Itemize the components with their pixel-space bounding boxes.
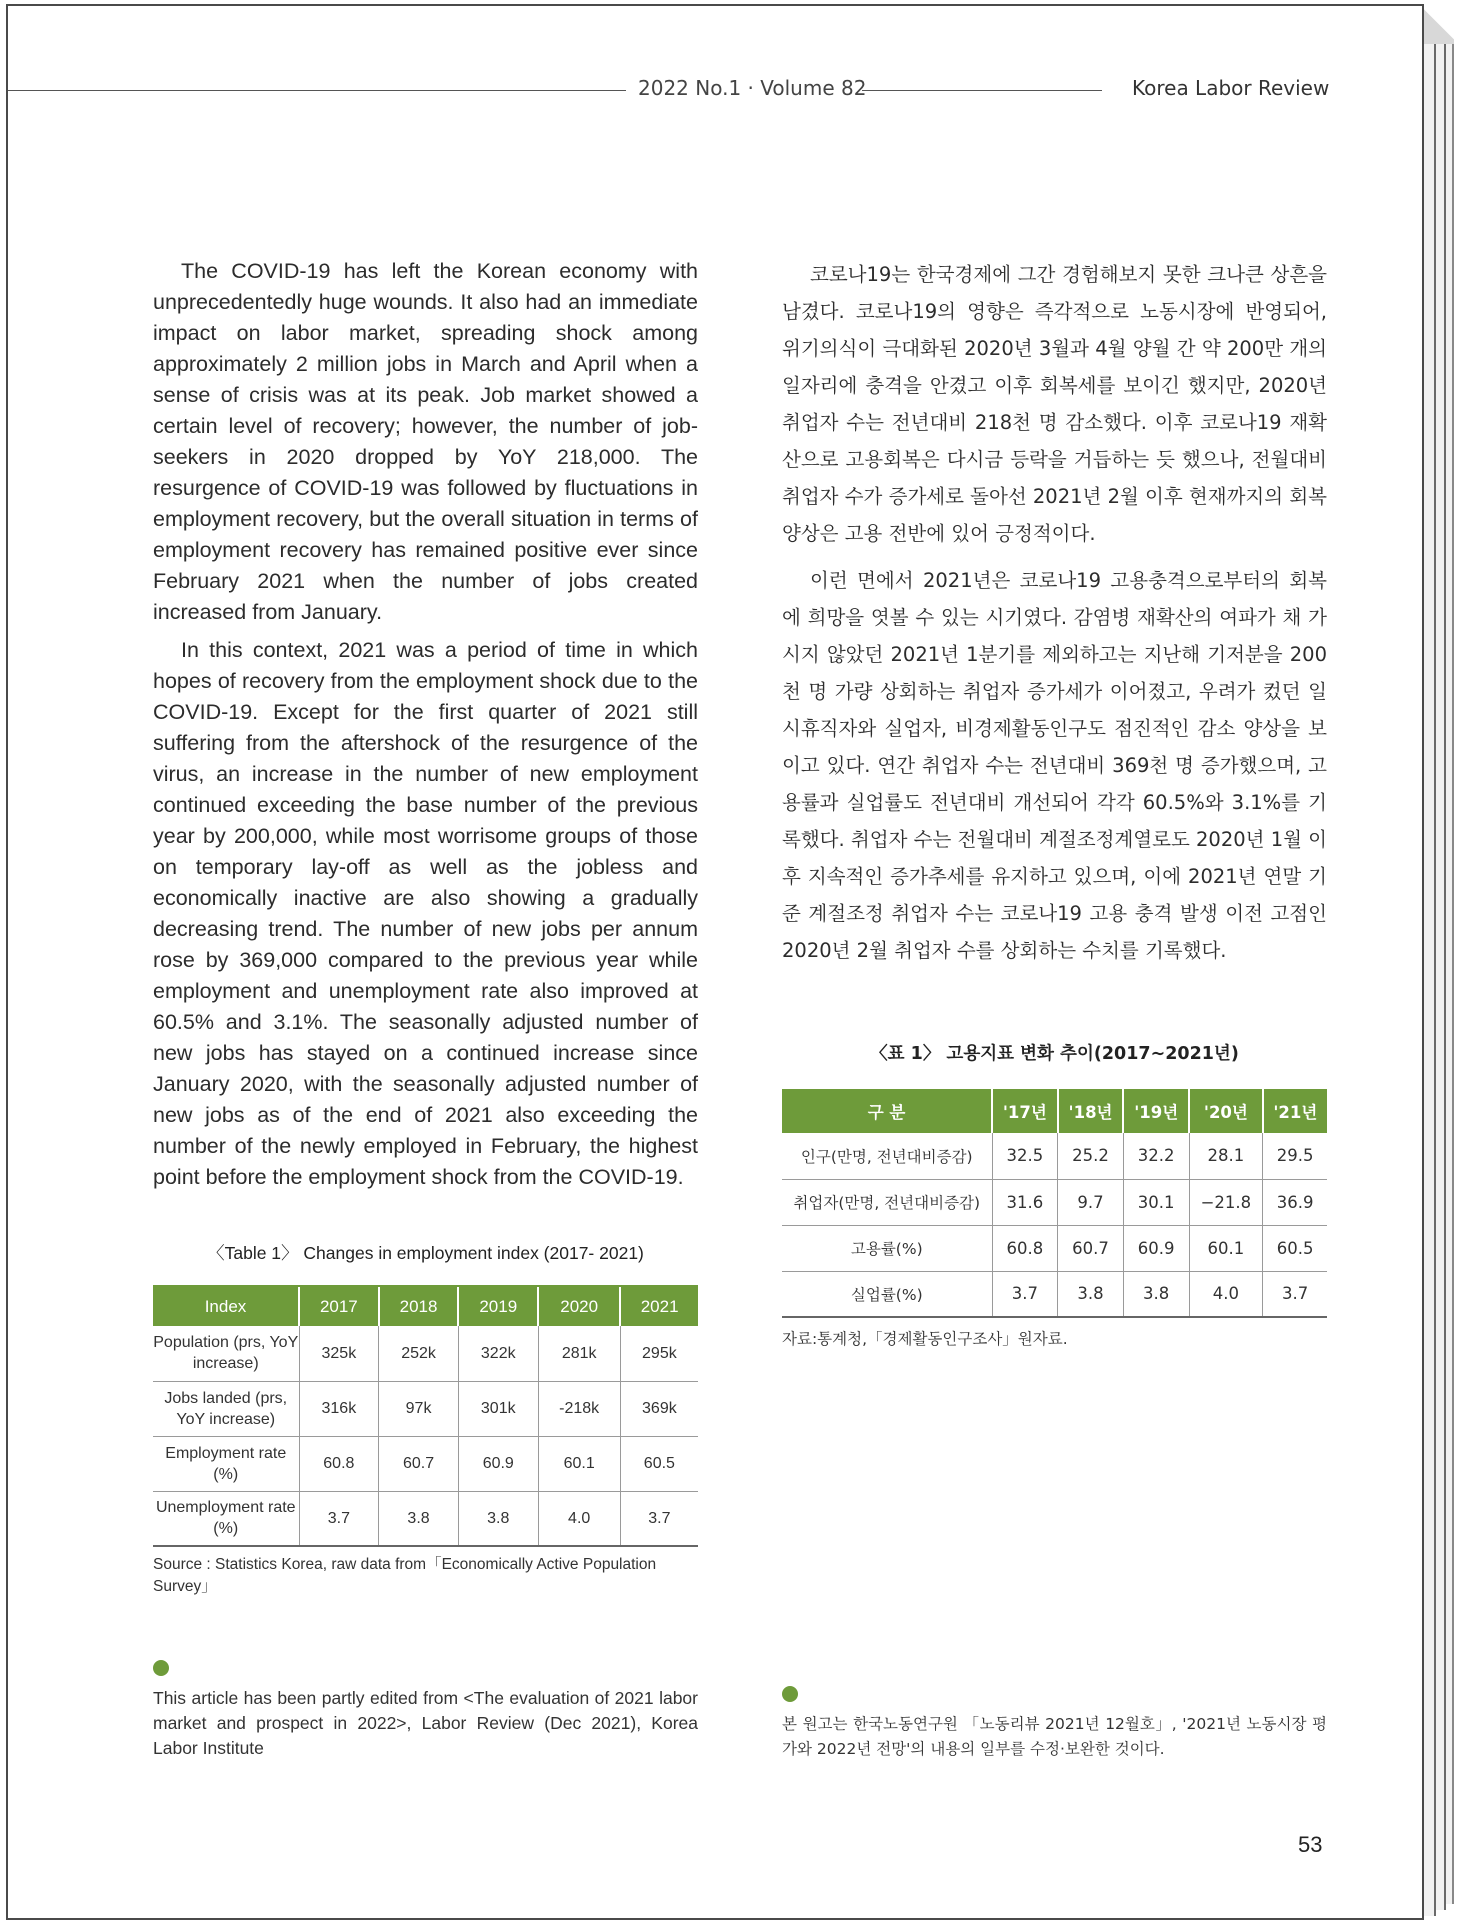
table-cell: 60.9 [1123,1225,1189,1271]
table-header-cell: '19년 [1123,1089,1189,1133]
table-cell: 369k [620,1381,698,1436]
table-cell: 28.1 [1189,1133,1263,1179]
footnote-korean: 본 원고는 한국노동연구원 「노동리뷰 2021년 12월호」, '2021년 노동시장 평가와 2022년 전망'의 내용의 일부를 수정·보완한 것이다. [782,1715,1327,1758]
page-stack-edge [1424,14,1436,1916]
page-stack-edge [1446,34,1454,1904]
table-row [782,1225,1327,1271]
table-header-cell: '20년 [1189,1089,1263,1133]
table-header-cell: 2020 [538,1286,620,1326]
table-cell: 295k [620,1326,698,1381]
table-source-korean: 자료:통계청,「경제활동인구조사」원자료. [782,1330,1068,1348]
table-cell: 322k [458,1326,538,1381]
table-row [153,1326,698,1381]
table-cell: 60.7 [379,1436,459,1491]
table-row [153,1381,698,1436]
table-row [153,1436,698,1491]
row-label: Jobs landed (prs, YoY increase) [153,1381,299,1436]
row-label: 고용률(%) [782,1225,992,1271]
table-cell: 60.1 [538,1436,620,1491]
table-header-cell: 2018 [379,1286,459,1326]
header-rule [8,90,626,91]
employment-index-table-korean [782,1089,1327,1318]
table-cell: 31.6 [992,1179,1058,1225]
footnote-bullet-icon [782,1686,798,1702]
table-cell: 4.0 [1189,1271,1263,1317]
table-cell: 3.7 [992,1271,1058,1317]
table-cell: 3.8 [1058,1271,1124,1317]
row-label: Employment rate (%) [153,1436,299,1491]
table-cell: 3.8 [379,1491,459,1546]
table-cell: 60.5 [1263,1225,1327,1271]
korean-column [782,256,1327,979]
table-cell: 281k [538,1326,620,1381]
table-caption: 〈Table 1〉 Changes in employment index (2017- 2021) [207,1243,644,1263]
issue-label: 2022 No.1 · Volume 82 [638,76,867,100]
table-cell: 316k [299,1381,379,1436]
table-header-row [782,1089,1327,1133]
table-header-cell: 2017 [299,1286,379,1326]
table-cell: 29.5 [1263,1133,1327,1179]
table-header-cell: 2019 [458,1286,538,1326]
table-cell: 4.0 [538,1491,620,1546]
english-paragraph: The COVID-19 has left the Korean economy with unprecedentedly huge wounds. It also had an immediate impact on labor market, spreading shock among approximately 2 million jobs in March and April when a sense of crisis was at its peak. Job market showed a certain level of recovery; however, the number of job-seekers in 2020 dropped by YoY 218,000. The resurgence of COVID-19 was followed by fluctuations in employment recovery, but the overall situation in terms of employment recovery has remained positive ever since February 2021 when the number of jobs created increased from January. [153,259,698,624]
table-cell: 32.5 [992,1133,1058,1179]
table-cell: 325k [299,1326,379,1381]
table-cell: 3.7 [1263,1271,1327,1317]
english-table-block [153,1240,698,1547]
row-label: 인구(만명, 전년대비증감) [782,1133,992,1179]
korean-paragraph: 이런 면에서 2021년은 코로나19 고용충격으로부터의 회복에 희망을 엿볼 수 있는 시기였다. 감염병 재확산의 여파가 채 가시지 않았던 2021년 1분기를 제외하고는 지난해 기저분을 200천 명 가량 상회하는 취업자 증가세가 이어졌고, 우려가 컸던 일시휴직자와 실업자, 비경제활동인구도 점진적인 감소 양상을 보이고 있다. 연간 취업자 수는 전년대비 369천 명 증가했으며, 고용률과 실업률도 전년대비 개선되어 각각 60.5%와 3.1%를 기록했다. 취업자 수는 전월대비 계절조정계열로도 2020년 1월 이후 지속적인 증가추세를 유지하고 있으며, 이에 2021년 연말 기준 계절조정 취업자 수는 코로나19 고용 충격 발생 이전 고점인 2020년 2월 취업자 수를 상회하는 수치를 기록했다. [782,569,1327,962]
english-paragraph: In this context, 2021 was a period of time in which hopes of recovery from the employment shock due to the COVID-19. Except for the first quarter of 2021 still suffering from the aftershock of the resurgence of the virus, an increase in the number of new employment continued exceeding the base number of the previous year by 200,000, while most worrisome groups of those on temporary lay-off as well as the jobless and economically inactive are also showing a gradually decreasing trend. The number of new jobs per annum rose by 369,000 compared to the previous year while employment and unemployment rate also improved at 60.5% and 3.1%. The seasonally adjusted number of new jobs has stayed on a continued increase since January 2020, with the seasonally adjusted number of new jobs as of the end of 2021 also exceeding the number of the newly employed in February, the highest point before the employment shock from the COVID-19. [153,638,698,1189]
table-cell: 301k [458,1381,538,1436]
table-cell: 3.7 [620,1491,698,1546]
row-label: Unemployment rate (%) [153,1491,299,1546]
table-cell: -218k [538,1381,620,1436]
table-caption: 〈표 1〉 고용지표 변화 추이(2017∼2021년) [870,1044,1239,1064]
running-header [8,76,1328,106]
row-label: Population (prs, YoY increase) [153,1326,299,1381]
table-cell: −21.8 [1189,1179,1263,1225]
footnote-english: This article has been partly edited from <The evaluation of 2021 labor market and prospect in 2022>, Labor Review (Dec 2021), Korea Labor Institute [153,1688,698,1758]
korean-paragraph: 코로나19는 한국경제에 그간 경험해보지 못한 크나큰 상흔을 남겼다. 코로나19의 영향은 즉각적으로 노동시장에 반영되어, 위기의식이 극대화된 2020년 3월과 4월 양월 간 약 200만 개의 일자리에 충격을 안겼고 이후 회복세를 보이긴 했지만, 2020년 취업자 수는 전년대비 218천 명 감소했다. 이후 코로나19 재확산으로 고용회복은 다시금 등락을 거듭하는 듯 했으나, 전월대비 취업자 수가 증가세로 돌아선 2021년 2월 이후 현재까지의 회복양상은 고용 전반에 있어 긍정적이다. [782,263,1327,545]
english-column [153,256,698,1200]
table-cell: 60.7 [1058,1225,1124,1271]
table-cell: 25.2 [1058,1133,1124,1179]
table-header-cell: 2021 [620,1286,698,1326]
row-label: 취업자(만명, 전년대비증감) [782,1179,992,1225]
table-cell: 3.7 [299,1491,379,1546]
korean-table-block [782,1040,1327,1318]
table-row [782,1133,1327,1179]
page-number: 53 [1298,1832,1323,1857]
table-header-row [153,1286,698,1326]
table-cell: 60.1 [1189,1225,1263,1271]
row-label: 실업률(%) [782,1271,992,1317]
employment-index-table [153,1285,698,1547]
table-cell: 60.8 [992,1225,1058,1271]
table-row [782,1179,1327,1225]
table-source: Source : Statistics Korea, raw data from「Economically Active Population Survey」 [153,1556,657,1595]
table-header-cell: 구 분 [782,1089,992,1133]
page-stack-edge [1436,24,1446,1910]
table-header-cell: '17년 [992,1089,1058,1133]
table-header-cell: Index [153,1286,299,1326]
table-header-cell: '21년 [1263,1089,1327,1133]
table-cell: 3.8 [1123,1271,1189,1317]
table-row [153,1491,698,1546]
page-corner-fold [1424,4,1454,44]
table-cell: 60.9 [458,1436,538,1491]
table-row [782,1271,1327,1317]
table-cell: 60.5 [620,1436,698,1491]
table-cell: 36.9 [1263,1179,1327,1225]
table-cell: 97k [379,1381,459,1436]
table-cell: 9.7 [1058,1179,1124,1225]
table-cell: 3.8 [458,1491,538,1546]
table-cell: 30.1 [1123,1179,1189,1225]
table-cell: 32.2 [1123,1133,1189,1179]
table-header-cell: '18년 [1058,1089,1124,1133]
footnote-bullet-icon [153,1660,169,1676]
table-cell: 60.8 [299,1436,379,1491]
table-cell: 252k [379,1326,459,1381]
header-rule [862,90,1102,91]
journal-title: Korea Labor Review [1132,76,1330,100]
